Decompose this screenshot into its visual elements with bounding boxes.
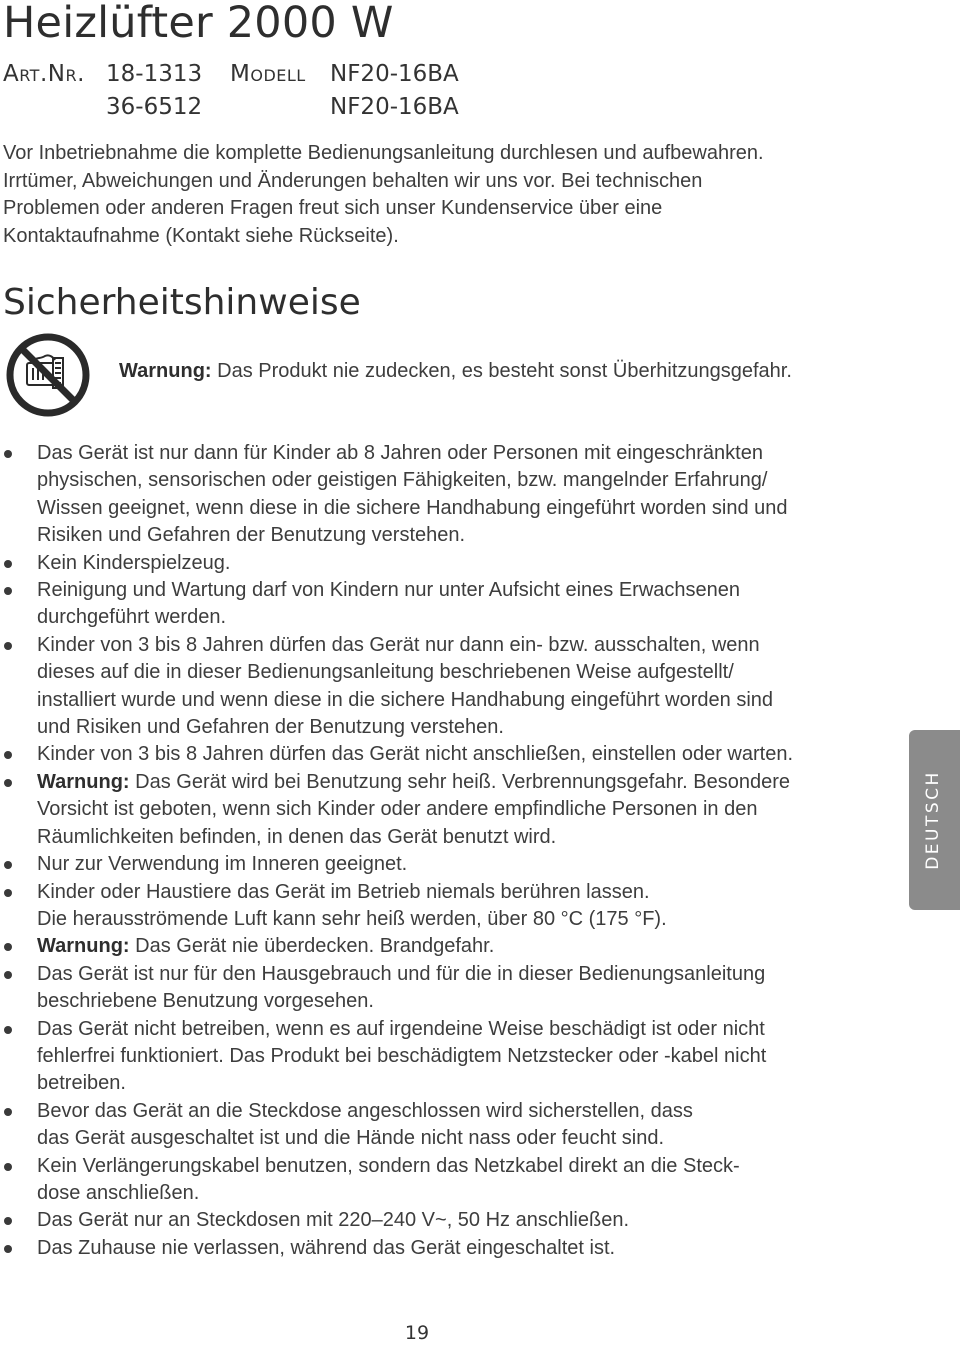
list-line: Vorsicht ist geboten, wenn sich Kinder oder andere empfindliche Personen in den bbox=[37, 798, 758, 821]
list-line: Das Gerät nicht betreiben, wenn es auf irgendeine Weise beschädigt ist oder nicht bbox=[37, 1017, 765, 1040]
list-item bbox=[0, 769, 900, 851]
safety-list bbox=[0, 440, 900, 1262]
list-line: Das Gerät ist nur dann für Kinder ab 8 Jahren oder Personen mit eingeschränkten bbox=[37, 442, 763, 464]
list-item bbox=[0, 1153, 900, 1208]
list-item bbox=[0, 933, 900, 960]
list-line: Kein Verlängerungskabel benutzen, sondern das Netzkabel direkt an die Steck- bbox=[37, 1154, 740, 1177]
intro-line: Vor Inbetriebnahme die komplette Bedienungsanleitung durchlesen und aufbewahren. bbox=[3, 142, 764, 164]
list-line: das Gerät ausgeschaltet ist und die Hände nicht nass oder feucht sind. bbox=[37, 1127, 665, 1150]
list-line: Kein Kinderspielzeug. bbox=[37, 551, 231, 574]
list-line: physischen, sensorischen oder geistigen Fähigkeiten, bzw. mangelnder Erfahrung/ bbox=[37, 469, 768, 492]
intro-line: Problemen oder anderen Fragen freut sich unser Kundenservice über eine bbox=[3, 197, 663, 219]
list-line: beschriebene Benutzung vorgesehen. bbox=[37, 990, 374, 1013]
list-item bbox=[0, 1098, 900, 1153]
list-item bbox=[0, 879, 900, 934]
language-tab bbox=[909, 730, 960, 910]
page-title: Heizlüfter 2000 W bbox=[3, 0, 394, 48]
list-line: Kinder von 3 bis 8 Jahren dürfen das Gerät nicht anschließen, einstellen oder warten. bbox=[37, 743, 793, 766]
list-line: Bevor das Gerät an die Steckdose angeschlossen wird sicherstellen, dass bbox=[37, 1099, 693, 1122]
list-line: durchgeführt werden. bbox=[37, 606, 227, 629]
list-line: Risiken und Gefahren der Benutzung verstehen. bbox=[37, 524, 466, 547]
list-line-text: Das Gerät nie überdecken. Brandgefahr. bbox=[129, 935, 495, 958]
intro-text bbox=[3, 140, 903, 250]
list-line: Die herausströmende Luft kann sehr heiß werden, über 80 °C (175 °F). bbox=[37, 907, 667, 930]
warning-text: Das Produkt nie zudecken, es besteht sonst Überhitzungsgefahr. bbox=[211, 360, 792, 382]
list-item bbox=[0, 851, 900, 878]
intro-line: Kontaktaufnahme (Kontakt siehe Rückseite). bbox=[3, 224, 399, 247]
art-number-label: Art.Nr. bbox=[3, 61, 85, 87]
list-line: Räumlichkeiten befinden, in denen das Gerät benutzt wird. bbox=[37, 825, 557, 848]
list-item bbox=[0, 741, 900, 768]
list-line bbox=[37, 933, 900, 960]
warning-label: Warnung: bbox=[119, 360, 212, 382]
list-item bbox=[0, 1207, 900, 1234]
list-item bbox=[0, 550, 900, 577]
warning-label: Warnung: bbox=[37, 770, 130, 793]
list-line: Das Gerät ist nur für den Hausgebrauch und für die in dieser Bedienungsanleitung bbox=[37, 962, 766, 985]
list-item bbox=[0, 577, 900, 632]
list-line: Kinder oder Haustiere das Gerät im Betrieb niemals berühren lassen. bbox=[37, 880, 650, 903]
list-line: und Risiken und Gefahren der Benutzung verstehen. bbox=[37, 716, 504, 739]
list-item bbox=[0, 440, 900, 550]
language-tab-label: DEUTSCH bbox=[923, 770, 943, 870]
list-line: Wissen geeignet, wenn diese in die sichere Handhabung eingeführt worden sind und bbox=[37, 496, 788, 519]
list-line: dose anschließen. bbox=[37, 1181, 200, 1204]
art-number: 18-1313 bbox=[106, 61, 203, 87]
list-item bbox=[0, 1235, 900, 1262]
intro-line: Irrtümer, Abweichungen und Änderungen behalten wir uns vor. Bei technischen bbox=[3, 169, 703, 192]
list-line: Reinigung und Wartung darf von Kindern nur unter Aufsicht eines Erwachsenen bbox=[37, 579, 741, 602]
do-not-cover-icon bbox=[5, 332, 91, 418]
list-line: Das Zuhause nie verlassen, während das Gerät eingeschaltet ist. bbox=[37, 1236, 616, 1259]
list-item bbox=[0, 632, 900, 742]
cover-warning bbox=[119, 358, 792, 385]
list-line: Kinder von 3 bis 8 Jahren dürfen das Gerät nur dann ein- bzw. ausschalten, wenn bbox=[37, 633, 760, 656]
list-line-text: Das Gerät wird bei Benutzung sehr heiß. Verbrennungsgefahr. Besondere bbox=[129, 770, 790, 793]
list-line: betreiben. bbox=[37, 1072, 126, 1095]
page-number: 19 bbox=[404, 1322, 430, 1344]
warning-label: Warnung: bbox=[37, 935, 130, 958]
list-line: Das Gerät nur an Steckdosen mit 220–240 V~, 50 Hz anschließen. bbox=[37, 1209, 630, 1232]
list-line: Nur zur Verwendung im Inneren geeignet. bbox=[37, 853, 408, 876]
art-number: 36-6512 bbox=[106, 94, 203, 120]
model-number: NF20-16BA bbox=[330, 94, 459, 120]
section-heading: Sicherheitshinweise bbox=[3, 282, 361, 323]
list-line bbox=[37, 769, 900, 796]
list-item bbox=[0, 1016, 900, 1098]
model-number: NF20-16BA bbox=[330, 61, 459, 87]
list-line: fehlerfrei funktioniert. Das Produkt bei beschädigtem Netzstecker oder -kabel nicht bbox=[37, 1044, 767, 1067]
list-item bbox=[0, 961, 900, 1016]
model-label: Modell bbox=[230, 61, 306, 87]
list-line: installiert wurde und wenn diese in die sichere Handhabung eingeführt worden sind bbox=[37, 688, 774, 711]
list-line: dieses auf die in dieser Bedienungsanleitung beschriebenen Weise aufgestellt/ bbox=[37, 661, 734, 684]
